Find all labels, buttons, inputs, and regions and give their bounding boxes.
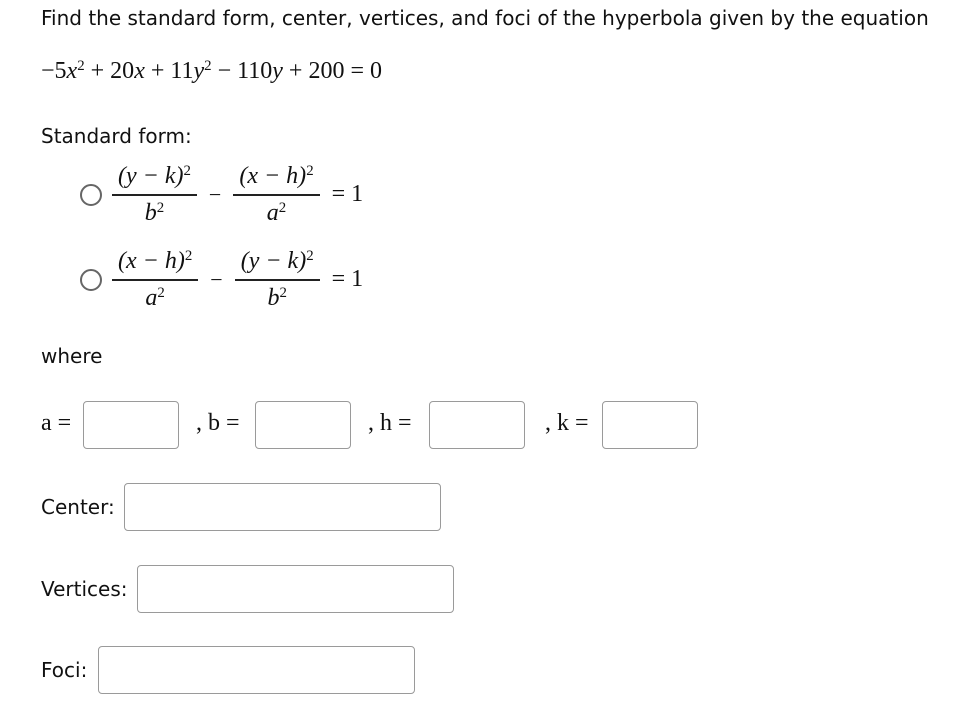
question-prompt: Find the standard form, center, vertices, and foci of the hyperbola given by the equation (41, 6, 929, 30)
standard-form-label: Standard form: (41, 124, 192, 148)
b-input[interactable] (255, 401, 351, 449)
foci-input[interactable] (98, 646, 415, 694)
foci-label: Foci: (41, 658, 88, 682)
fraction-2: $\frac{(x - h)^2}{a^2}$ (233, 163, 319, 227)
center-input[interactable] (124, 483, 441, 531)
vertices-label: Vertices: (41, 577, 128, 601)
fraction-1: $\frac{(x - h)^2}{a^2}$ (112, 248, 198, 312)
vertices-input[interactable] (137, 565, 454, 613)
where-label: where (41, 344, 103, 368)
h-label: , h = (368, 410, 412, 436)
a-input[interactable] (83, 401, 179, 449)
b-label: , b = (196, 410, 240, 436)
center-label: Center: (41, 495, 115, 519)
fraction-1: $\frac{(y - k)^2}{b^2}$ (112, 163, 197, 227)
k-label: , k = (545, 410, 589, 436)
hyperbola-equation: $-5x^2 + 20x + 11y^2 - 110y + 200 = 0$ (41, 57, 382, 84)
standard-form-option-1[interactable]: $\frac{(y - k)^2}{b^2}$ − $\frac{(x - h)^2}{a^2}$ = 1 (80, 163, 363, 227)
radio-option-2[interactable] (80, 269, 102, 291)
a-label: a = (41, 410, 72, 436)
h-input[interactable] (429, 401, 525, 449)
standard-form-option-2[interactable]: $\frac{(x - h)^2}{a^2}$ − $\frac{(y - k)^2}{b^2}$ = 1 (80, 248, 363, 312)
radio-option-1[interactable] (80, 184, 102, 206)
fraction-2: $\frac{(y - k)^2}{b^2}$ (235, 248, 320, 312)
k-input[interactable] (602, 401, 698, 449)
